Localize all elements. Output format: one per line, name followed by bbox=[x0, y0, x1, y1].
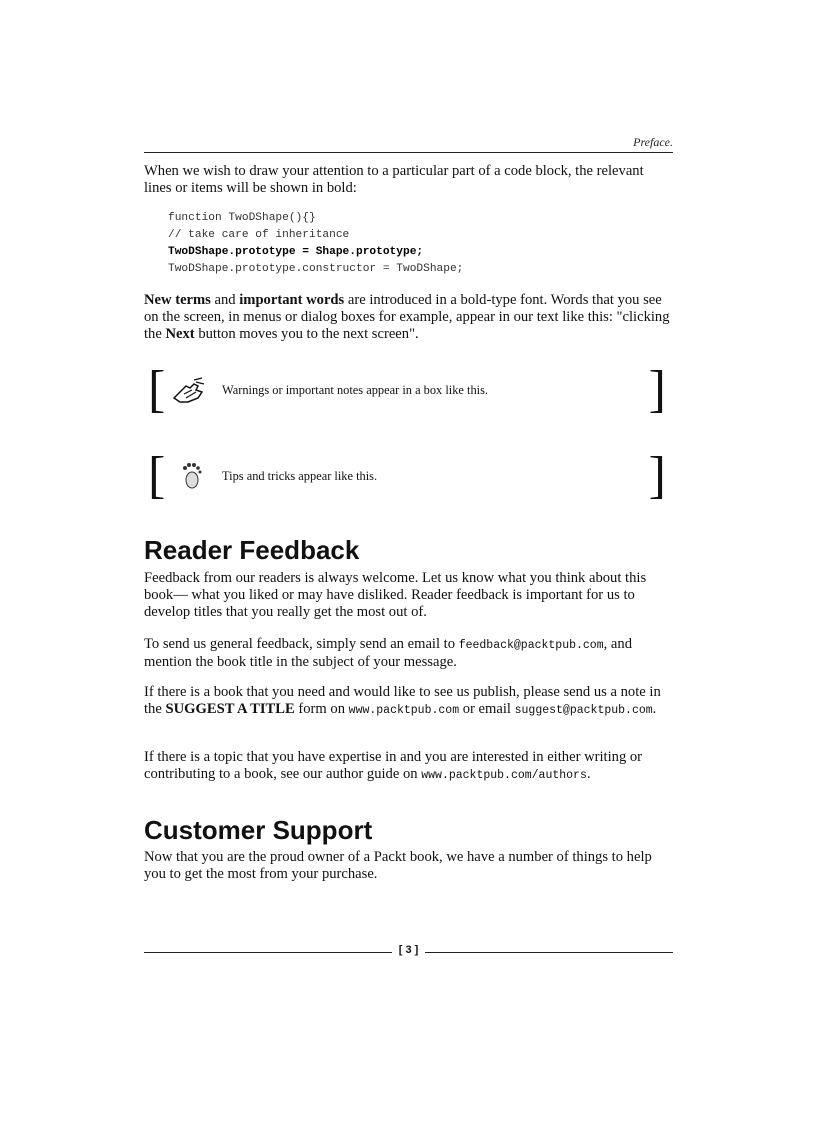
warning-hand-icon bbox=[172, 376, 206, 406]
para-text: or email bbox=[459, 701, 515, 717]
code-line-bold bbox=[168, 244, 423, 261]
reader-feedback-heading: Reader Feedback bbox=[144, 535, 360, 565]
conventions-and: and bbox=[210, 292, 240, 308]
conventions-text: are introduced in a bold-type font. Words that you see on the screen, in menus or dialog boxes for example, appear in our text like this: "clicking the bbox=[144, 292, 670, 342]
warning-text: Warnings or important notes appear in a box like this. bbox=[222, 383, 489, 397]
code-line: TwoDShape.prototype.constructor = TwoDShape; bbox=[168, 263, 464, 275]
customer-support-paragraph: Now that you are the proud owner of a Packt book, we have a number of things to help you to get the most from your purchase. bbox=[144, 849, 652, 882]
page-number: [ 3 ] bbox=[398, 944, 419, 956]
tip-text: Tips and tricks appear like this. bbox=[222, 469, 378, 483]
left-bracket: [ bbox=[148, 447, 166, 504]
conventions-paragraph bbox=[144, 292, 674, 343]
code-line-bold-text: TwoDShape.prototype = Shape.prototype; bbox=[168, 246, 424, 258]
feedback-email-paragraph bbox=[144, 636, 674, 671]
next-text: Next bbox=[165, 326, 195, 342]
new-terms-text: New terms bbox=[144, 292, 211, 308]
header-rule bbox=[144, 152, 673, 153]
footer-rule-right bbox=[425, 952, 673, 953]
reader-feedback-paragraph: Feedback from our readers is always welcome. Let us know what you think about this book— what you liked or may have disliked. Reader feedback is important for us to develop titles that you really get the most out of. bbox=[144, 570, 647, 620]
para-text: form on bbox=[294, 701, 349, 717]
conventions-text-end: button moves you to the next screen". bbox=[194, 326, 419, 342]
customer-support-heading: Customer Support bbox=[144, 815, 373, 845]
para-text: If there is a book that you need and would like to see us publish, please send us a note in the bbox=[144, 684, 661, 717]
left-bracket: [ bbox=[148, 361, 166, 418]
footer-rule-left bbox=[144, 952, 392, 953]
right-bracket: ] bbox=[648, 361, 666, 418]
right-bracket: ] bbox=[648, 447, 666, 504]
warning-box bbox=[148, 361, 666, 420]
suggest-email-link[interactable]: suggest@packtpub.com bbox=[514, 704, 653, 717]
para-text: To send us general feedback, simply send an email to bbox=[144, 636, 459, 652]
section-label: Preface. bbox=[633, 135, 673, 149]
suggest-title-paragraph bbox=[144, 684, 674, 719]
para-text: , and mention the book title in the subject of your message. bbox=[144, 636, 632, 670]
intro-paragraph: When we wish to draw your attention to a particular part of a code block, the relevant lines or items will be shown in bold: bbox=[144, 163, 644, 196]
suggest-title-text: SUGGEST A TITLE bbox=[165, 701, 295, 717]
code-line: function TwoDShape(){} bbox=[168, 212, 316, 224]
packtpub-link[interactable]: www.packtpub.com bbox=[348, 704, 460, 717]
tip-footprint-icon bbox=[174, 460, 208, 490]
authors-link[interactable]: www.packtpub.com/authors bbox=[421, 769, 587, 782]
author-guide-paragraph bbox=[144, 749, 674, 784]
important-words-text: important words bbox=[239, 292, 345, 308]
para-text: . bbox=[652, 701, 657, 717]
code-line: // take care of inheritance bbox=[168, 229, 350, 241]
para-text: . bbox=[586, 766, 591, 782]
para-text: If there is a topic that you have expertise in and you are interested in either writing or contributing to a book, see our author guide on bbox=[144, 749, 643, 782]
tip-box bbox=[148, 447, 666, 506]
feedback-email-link[interactable]: feedback@packtpub.com bbox=[458, 639, 604, 652]
